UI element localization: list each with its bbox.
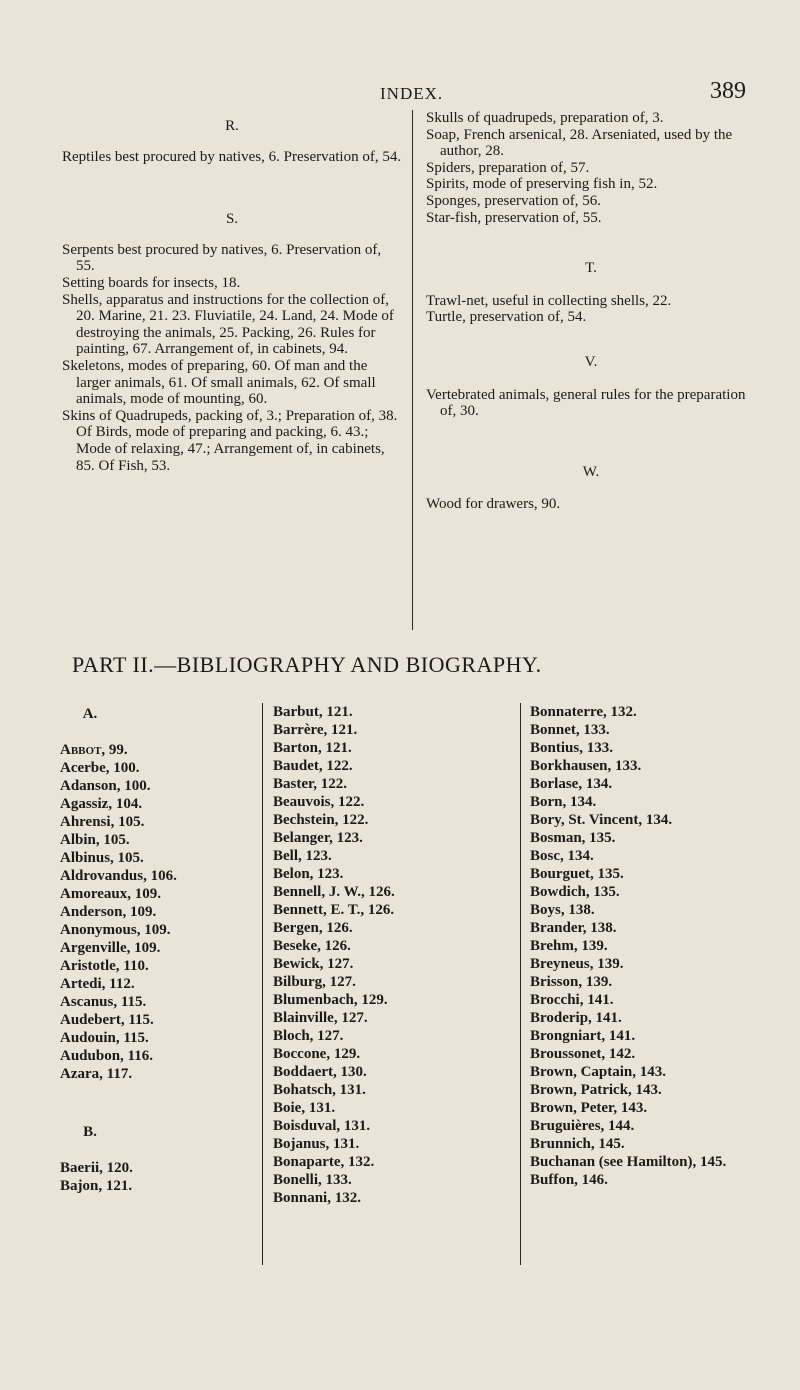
bibliography-entry: Brown, Patrick, 143. [530, 1082, 662, 1098]
bibliography-entry: Bonnani, 132. [273, 1190, 361, 1206]
column-divider [262, 703, 263, 1265]
entries-a [60, 741, 260, 1083]
section-letter-b: B. [83, 1124, 97, 1140]
bibliography-entry: Beseke, 126. [273, 938, 351, 954]
section-letter-r: R. [225, 118, 239, 134]
bibliography-entry: Bosman, 135. [530, 830, 616, 846]
bibliography-entry: Anonymous, 109. [60, 922, 171, 938]
bibliography-entry: Boisduval, 131. [273, 1118, 371, 1134]
bibliography-entry: Bergen, 126. [273, 920, 353, 936]
part-heading: PART II.—BIBLIOGRAPHY AND BIOGRAPHY. [72, 652, 542, 677]
bibliography-entry: Barbut, 121. [273, 704, 353, 720]
bibliography-entry: Barrère, 121. [273, 722, 358, 738]
bibliography-entry: Amoreaux, 109. [60, 886, 161, 902]
bibliography-entry: Baudet, 122. [273, 758, 353, 774]
bibliography-entry: Beauvois, 122. [273, 794, 365, 810]
bibliography-entry: Anderson, 109. [60, 904, 157, 920]
bibliography-entry: Bechstein, 122. [273, 812, 369, 828]
bibliography-column-1 [60, 705, 260, 1195]
index-left-column [62, 118, 402, 474]
bibliography-entry: Broussonet, 142. [530, 1046, 636, 1062]
bibliography-entry: Agassiz, 104. [60, 796, 143, 812]
bibliography-entry: Brisson, 139. [530, 974, 613, 990]
bibliography-column-2 [273, 703, 513, 1207]
index-entry: Vertebrated animals, general rules for the preparation of, 30. [426, 386, 746, 420]
section-letter-t: T. [585, 260, 597, 277]
bibliography-entry: Bell, 123. [273, 848, 332, 864]
bibliography-entry: Buffon, 146. [530, 1172, 608, 1188]
bibliography-column-3 [530, 703, 770, 1189]
bibliography-entry: Adanson, 100. [60, 778, 151, 794]
index-entry: Reptiles best procured by natives, 6. Preservation of, 54. [62, 148, 402, 165]
bibliography-entry: Audubon, 116. [60, 1048, 153, 1064]
bibliography-entry: Bosc, 134. [530, 848, 594, 864]
bibliography-entry: Argenville, 109. [60, 940, 161, 956]
bibliography-entry: Buchanan (see Hamilton), 145. [530, 1154, 727, 1170]
bibliography-entry: Broderip, 141. [530, 1010, 622, 1026]
index-entry: Serpents best procured by natives, 6. Preservation of, 55. [62, 241, 382, 275]
bibliography-entry: Bennell, J. W., 126. [273, 884, 395, 900]
bibliography-entry: Bontius, 133. [530, 740, 613, 756]
bibliography-entry: Bowdich, 135. [530, 884, 620, 900]
bibliography-entry: Bonaparte, 132. [273, 1154, 375, 1170]
bibliography-entry: Brunnich, 145. [530, 1136, 625, 1152]
column-divider [520, 703, 521, 1265]
bibliography-entry: Brown, Captain, 143. [530, 1064, 666, 1080]
bibliography-entry: Bourguet, 135. [530, 866, 624, 882]
bibliography-entry: Aristotle, 110. [60, 958, 149, 974]
section-letter-w: W. [582, 463, 600, 480]
bibliography-entry: Bojanus, 131. [273, 1136, 360, 1152]
bibliography-entry: Bonnaterre, 132. [530, 704, 637, 720]
bibliography-entry: Blumenbach, 129. [273, 992, 388, 1008]
bibliography-entry: Ahrensi, 105. [60, 814, 145, 830]
index-entry: Trawl-net, useful in collecting shells, 22. [426, 292, 672, 309]
bibliography-entry: Abbot, 99. [60, 742, 128, 758]
bibliography-entry: Artedi, 112. [60, 976, 135, 992]
index-entry: Soap, French arsenical, 28. Arseniated, used by the author, 28. [426, 126, 733, 160]
entries-b-continued [530, 703, 770, 1189]
section-letter-v: V. [584, 353, 598, 370]
index-entry: Sponges, preservation of, 56. [426, 192, 601, 209]
index-entry: Skins of Quadrupeds, packing of, 3.; Preparation of, 38. Of Birds, mode of preparing and packing, 6. 43.; Mode of relaxing, 47.; Arrangement of, in cabinets, 85. Of Fish, 53. [62, 407, 398, 474]
bibliography-entry: Bruguières, 144. [530, 1118, 635, 1134]
bibliography-entry: Bohatsch, 131. [273, 1082, 366, 1098]
bibliography-entry: Brongniart, 141. [530, 1028, 636, 1044]
bibliography-entry: Aldrovandus, 106. [60, 868, 177, 884]
bibliography-entry: Bajon, 121. [60, 1178, 133, 1194]
bibliography-entry: Brocchi, 141. [530, 992, 614, 1008]
bibliography-entry: Boddaert, 130. [273, 1064, 367, 1080]
index-entry: Skeletons, modes of preparing, 60. Of man and the larger animals, 61. Of small animals, 62. Of small animals, mode of mounting, 60. [62, 357, 376, 408]
entries-b-continued [273, 703, 513, 1207]
bibliography-entry: Barton, 121. [273, 740, 352, 756]
bibliography-entry: Audouin, 115. [60, 1030, 149, 1046]
index-entry: Spiders, preparation of, 57. [426, 159, 590, 176]
bibliography-entry: Albin, 105. [60, 832, 130, 848]
section-letter-a: A. [82, 706, 98, 722]
bibliography-entry: Brander, 138. [530, 920, 617, 936]
bibliography-entry: Bewick, 127. [273, 956, 354, 972]
index-entry: Wood for drawers, 90. [426, 496, 561, 513]
bibliography-entry: Albinus, 105. [60, 850, 144, 866]
index-entry: Shells, apparatus and instructions for the collection of, 20. Marine, 21. 23. Fluviatile, 24. Land, 24. Mode of destroying the animals, 25. Packing, 26. Rules for painting, 67. Arrangement of, in cabinets, 94. [62, 291, 394, 358]
bibliography-entry: Audebert, 115. [60, 1012, 154, 1028]
index-entry: Skulls of quadrupeds, preparation of, 3. [426, 110, 664, 126]
bibliography-entry: Baerii, 120. [60, 1160, 133, 1176]
bibliography-entry: Boccone, 129. [273, 1046, 361, 1062]
running-header: INDEX. [380, 84, 444, 103]
index-right-column [426, 110, 756, 513]
index-entry: Spirits, mode of preserving fish in, 52. [426, 176, 658, 193]
bibliography-entry: Breyneus, 139. [530, 956, 624, 972]
bibliography-entry: Brown, Peter, 143. [530, 1100, 648, 1116]
bibliography-entry: Azara, 117. [60, 1066, 133, 1082]
bibliography-entry: Acerbe, 100. [60, 760, 140, 776]
bibliography-entry: Bloch, 127. [273, 1028, 344, 1044]
bibliography-entry: Borkhausen, 133. [530, 758, 642, 774]
bibliography-entry: Boie, 131. [273, 1100, 336, 1116]
section-letter-s: S. [225, 211, 239, 228]
bibliography-entry: Brehm, 139. [530, 938, 608, 954]
bibliography-entry: Belon, 123. [273, 866, 344, 882]
bibliography-entry: Bory, St. Vincent, 134. [530, 812, 673, 828]
column-divider [412, 110, 413, 630]
entries-b [60, 1159, 260, 1195]
bibliography-entry: Bonnet, 133. [530, 722, 610, 738]
index-entry: Setting boards for insects, 18. [62, 274, 241, 291]
bibliography-entry: Bennett, E. T., 126. [273, 902, 395, 918]
index-entry: Turtle, preservation of, 54. [426, 309, 587, 326]
bibliography-entry: Boys, 138. [530, 902, 595, 918]
bibliography-entry: Belanger, 123. [273, 830, 363, 846]
page-number: 389 [710, 78, 746, 104]
bibliography-entry: Bilburg, 127. [273, 974, 356, 990]
bibliography-entry: Bonelli, 133. [273, 1172, 352, 1188]
bibliography-entry: Blainville, 127. [273, 1010, 368, 1026]
bibliography-entry: Borlase, 134. [530, 776, 613, 792]
bibliography-entry: Born, 134. [530, 794, 597, 810]
bibliography-entry: Baster, 122. [273, 776, 348, 792]
index-entry: Star-fish, preservation of, 55. [426, 209, 602, 226]
bibliography-entry: Ascanus, 115. [60, 994, 147, 1010]
